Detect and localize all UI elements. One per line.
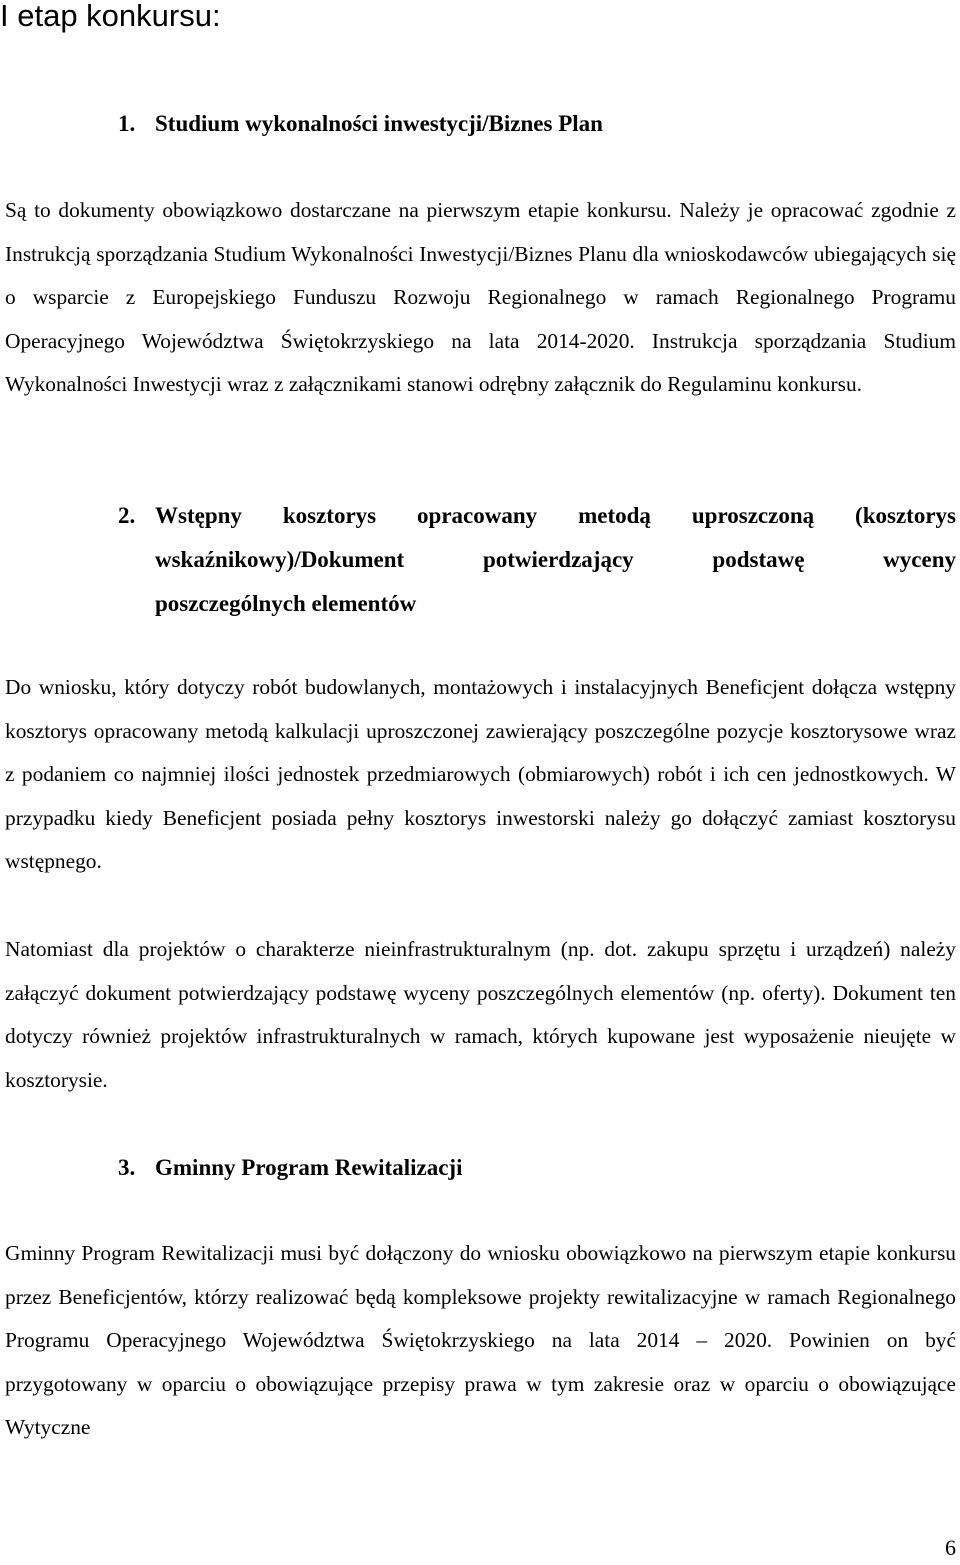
section-3-heading xyxy=(118,1146,462,1190)
section-1-heading xyxy=(118,102,603,146)
section-3-number: 3. xyxy=(118,1155,136,1180)
section-1-title: Studium wykonalności inwestycji/Biznes Plan xyxy=(155,111,603,136)
section-2-title-line-2: wskaźnikowy)/Dokument potwierdzający podstawę wyceny xyxy=(155,547,956,572)
section-2-number: 2. xyxy=(118,503,136,528)
page-heading: I etap konkursu: xyxy=(0,0,221,33)
section-1-number: 1. xyxy=(118,111,136,136)
section-3-paragraph: Gminny Program Rewitalizacji musi być dołączony do wniosku obowiązkowo na pierwszym etapie konkursu przez Beneficjentów, którzy realizować będą kompleksowe projekty rewitalizacyjne w ramach Regionalnego Programu Operacyjnego Województwa Świętokrzyskiego na lata 2014 – 2020. Powinien on być przygotowany w oparciu o obowiązujące przepisy prawa w tym zakresie oraz w oparciu o obowiązujące Wytyczne xyxy=(5,1241,956,1440)
section-1-paragraph: Są to dokumenty obowiązkowo dostarczane na pierwszym etapie konkursu. Należy je opracować zgodnie z Instrukcją sporządzania Studium Wykonalności Inwestycji/Biznes Planu dla wnioskodawców ubiegających się o wsparcie z Europejskiego Funduszu Rozwoju Regionalnego w ramach Regionalnego Programu Operacyjnego Województwa Świętokrzyskiego na lata 2014-2020. Instrukcja sporządzania Studium Wykonalności Inwestycji wraz z załącznikami stanowi odrębny załącznik do Regulaminu konkursu. xyxy=(5,198,956,397)
section-2-heading xyxy=(118,494,956,626)
section-2-paragraph-1: Do wniosku, który dotyczy robót budowlanych, montażowych i instalacyjnych Beneficjent dołącza wstępny kosztorys opracowany metodą kalkulacji uproszczonej zawierający poszczególne pozycje kosztorysowe wraz z podaniem co najmniej ilości jednostek przedmiarowych (obmiarowych) robót i ich cen jednostkowych. W przypadku kiedy Beneficjent posiada pełny kosztorys inwestorski należy go dołączyć zamiast kosztorysu wstępnego. xyxy=(5,675,956,874)
section-2-paragraph-2: Natomiast dla projektów o charakterze nieinfrastrukturalnym (np. dot. zakupu sprzętu i urządzeń) należy załączyć dokument potwierdzający podstawę wyceny poszczególnych elementów (np. oferty). Dokument ten dotyczy również projektów infrastrukturalnych w ramach, których kupowane jest wyposażenie nieujęte w kosztorysie. xyxy=(5,937,956,1092)
section-2-title-line-1: Wstępny kosztorys opracowany metodą uproszczoną (kosztorys xyxy=(155,503,956,528)
page-number: 6 xyxy=(945,1535,956,1560)
section-3-title: Gminny Program Rewitalizacji xyxy=(155,1155,463,1180)
section-2-title-line-3: poszczególnych elementów xyxy=(155,591,417,616)
